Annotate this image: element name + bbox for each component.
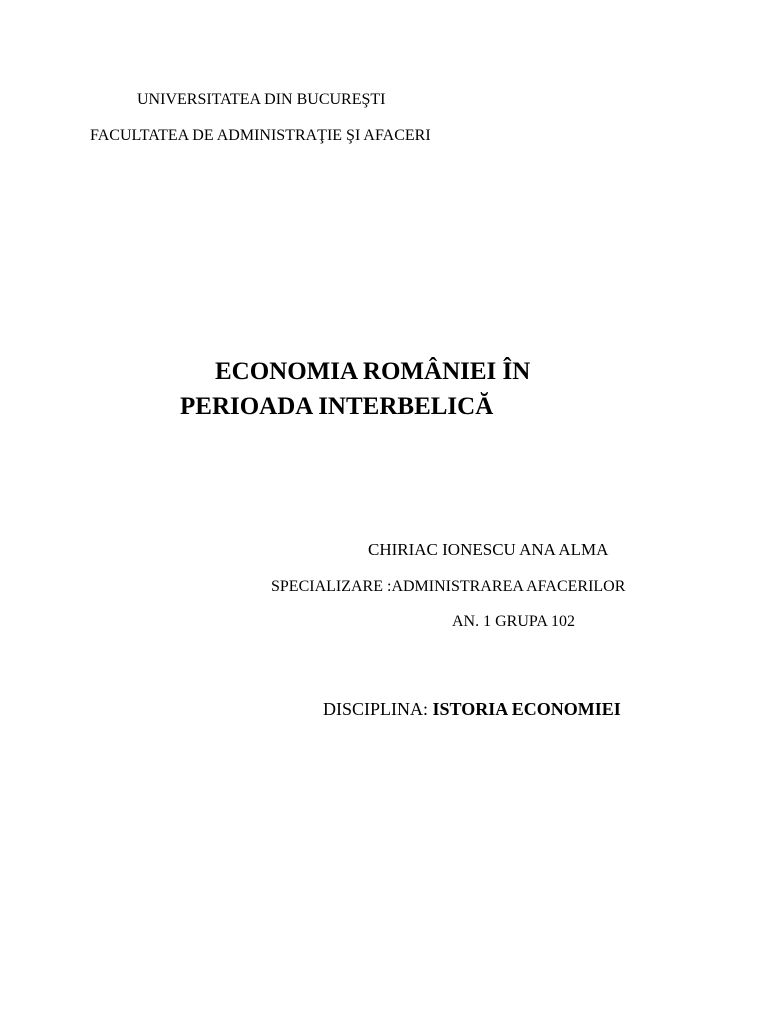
faculty-name: FACULTATEA DE ADMINISTRAŢIE ŞI AFACERI [90, 127, 431, 144]
document-title-line-2: PERIOADA INTERBELICĂ [180, 393, 494, 420]
discipline-label: DISCIPLINA: [323, 699, 429, 719]
discipline-value: ISTORIA ECONOMIEI [432, 699, 621, 719]
specialization: SPECIALIZARE :ADMINISTRAREA AFACERILOR [271, 578, 626, 595]
author-name: CHIRIAC IONESCU ANA ALMA [368, 540, 609, 559]
discipline-line [323, 700, 621, 718]
document-title-line-1: ECONOMIA ROMÂNIEI ÎN [215, 358, 531, 385]
year-group: AN. 1 GRUPA 102 [452, 613, 575, 630]
university-name: UNIVERSITATEA DIN BUCUREŞTI [137, 91, 386, 108]
